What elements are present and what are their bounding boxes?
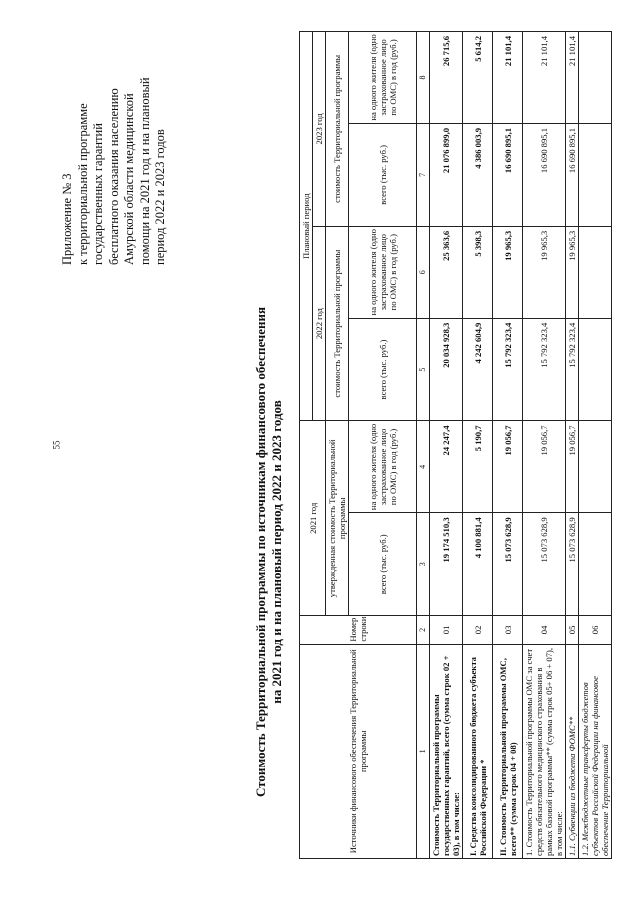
table-row [579, 32, 612, 859]
cell-per-capita-2022 [579, 226, 612, 318]
cell-total-2021: 15 073 628,9 [493, 513, 523, 616]
header-total-2023: всего (тыс. руб.) [349, 123, 417, 226]
cell-total-2021 [579, 513, 612, 616]
cell-total-2022: 4 242 604,9 [463, 318, 493, 421]
header-year-2023: 2023 год [313, 32, 326, 227]
cell-total-2023: 4 386 003,9 [463, 123, 493, 226]
rotated-page-content [45, 27, 610, 877]
header-cost-2022: стоимость Территориальной программы [326, 226, 349, 421]
cell-per-capita-2023: 26 715,6 [430, 32, 463, 124]
annex-line: Амурской области медицинской [122, 93, 136, 265]
row-number: 05 [566, 616, 579, 644]
cell-per-capita-2021: 5 190,7 [463, 421, 493, 513]
cell-per-capita-2023: 21 101,4 [493, 32, 523, 124]
header-year-2021: 2021 год [300, 421, 326, 616]
cell-total-2023: 16 690 895,1 [523, 123, 566, 226]
annex-line: государственных гарантий [91, 123, 105, 265]
row-label: Стоимость Территориальной программы государственных гарантий, всего (сумма строк 02 + 03), в том числе: [430, 644, 463, 858]
cell-per-capita-2023: 21 101,4 [523, 32, 566, 124]
cell-per-capita-2023: 5 614,2 [463, 32, 493, 124]
table-row [430, 32, 463, 859]
row-label: 1.2. Межбюджетные трансферты бюджетов субъектов Российской Федерации на финансовое обеспечение Территориальной [579, 644, 612, 858]
header-per-capita-2021: на одного жителя (одно застрахованное лицо по ОМС) в год (руб.) [349, 421, 417, 513]
cell-total-2023: 21 076 899,0 [430, 123, 463, 226]
header-planned-period: Плановый период [300, 32, 313, 421]
cell-per-capita-2021: 19 056,7 [523, 421, 566, 513]
cell-total-2022: 15 792 323,4 [566, 318, 579, 421]
column-index-row [417, 32, 430, 859]
table-row [493, 32, 523, 859]
cell-total-2021: 19 174 510,3 [430, 513, 463, 616]
header-per-capita-2023: на одного жителя (одно застрахованное лицо по ОМС) в год (руб.) [349, 32, 417, 124]
header-row-number: Номер строки [300, 616, 417, 644]
document-title [253, 227, 285, 877]
col-index: 3 [417, 513, 430, 616]
page-number: 55 [51, 440, 62, 450]
cell-total-2021: 15 073 628,9 [523, 513, 566, 616]
financing-table [299, 31, 612, 859]
row-number: 02 [463, 616, 493, 644]
cell-total-2022 [579, 318, 612, 421]
title-line-2: на 2021 год и на плановый период 2022 и 2023 годов [269, 400, 284, 704]
col-index: 6 [417, 226, 430, 318]
header-cost-2023: стоимость Территориальной программы [326, 32, 349, 227]
table-row [566, 32, 579, 859]
header-per-capita-2022: на одного жителя (одно застрахованное лицо по ОМС) в год (руб.) [349, 226, 417, 318]
header-row-1 [300, 32, 313, 859]
cell-per-capita-2023 [579, 32, 612, 124]
cell-total-2023: 16 690 895,1 [566, 123, 579, 226]
col-index: 7 [417, 123, 430, 226]
annex-line: период 2022 и 2023 годов [153, 129, 167, 265]
cell-per-capita-2021: 19 056,7 [493, 421, 523, 513]
cell-per-capita-2021 [579, 421, 612, 513]
header-total-2021: всего (тыс. руб.) [349, 513, 417, 616]
cell-total-2022: 15 792 323,4 [493, 318, 523, 421]
row-label: II. Стоимость Территориальной программы ОМС, всего** (сумма строк 04 + 08) [493, 644, 523, 858]
cell-total-2023 [579, 123, 612, 226]
title-line-1: Стоимость Территориальной программы по источникам финансового обеспечения [253, 306, 268, 798]
annex-line: бесплатного оказания населению [106, 88, 121, 265]
table-row [523, 32, 566, 859]
row-number: 06 [579, 616, 612, 644]
cell-per-capita-2022: 19 965,3 [523, 226, 566, 318]
annex-line: помощи на 2021 год и на плановый [137, 77, 152, 265]
col-index: 5 [417, 318, 430, 421]
cell-per-capita-2022: 25 363,6 [430, 226, 463, 318]
header-source: Источники финансового обеспечения Территориальной программы [300, 644, 417, 858]
cell-per-capita-2022: 5 398,3 [463, 226, 493, 318]
cell-per-capita-2021: 24 247,4 [430, 421, 463, 513]
cell-per-capita-2022: 19 965,3 [566, 226, 579, 318]
row-label: 1. Стоимость Территориальной программы ОМС за счет средств обязательного медицинского страхования в рамках базовой программы** (сумма строк 05+ 06 + 07), в том числе: [523, 644, 566, 858]
col-index: 4 [417, 421, 430, 513]
row-label: 1.1. Субвенции из бюджета ФОМС** [566, 644, 579, 858]
header-year-2022: 2022 год [313, 226, 326, 421]
col-index: 1 [417, 644, 430, 858]
table-row [463, 32, 493, 859]
row-label: I. Средства консолидированного бюджета субъекта Российской Федерации * [463, 644, 493, 858]
cell-per-capita-2022: 19 965,3 [493, 226, 523, 318]
header-approved-cost: утвержденная стоимость Территориальной программы [326, 421, 349, 616]
row-number: 04 [523, 616, 566, 644]
annex-block [60, 65, 169, 265]
cell-per-capita-2023: 21 101,4 [566, 32, 579, 124]
row-number: 01 [430, 616, 463, 644]
header-total-2022: всего (тыс. руб.) [349, 318, 417, 421]
cell-total-2023: 16 690 895,1 [493, 123, 523, 226]
cell-total-2022: 20 034 928,3 [430, 318, 463, 421]
annex-line: к территориальной программе [75, 103, 90, 265]
cell-total-2021: 15 073 628,9 [566, 513, 579, 616]
row-number: 03 [493, 616, 523, 644]
col-index: 8 [417, 32, 430, 124]
col-index: 2 [417, 616, 430, 644]
cell-total-2021: 4 100 881,4 [463, 513, 493, 616]
cell-total-2022: 15 792 323,4 [523, 318, 566, 421]
annex-line: Приложение № 3 [60, 173, 74, 265]
cell-per-capita-2021: 19 056,7 [566, 421, 579, 513]
